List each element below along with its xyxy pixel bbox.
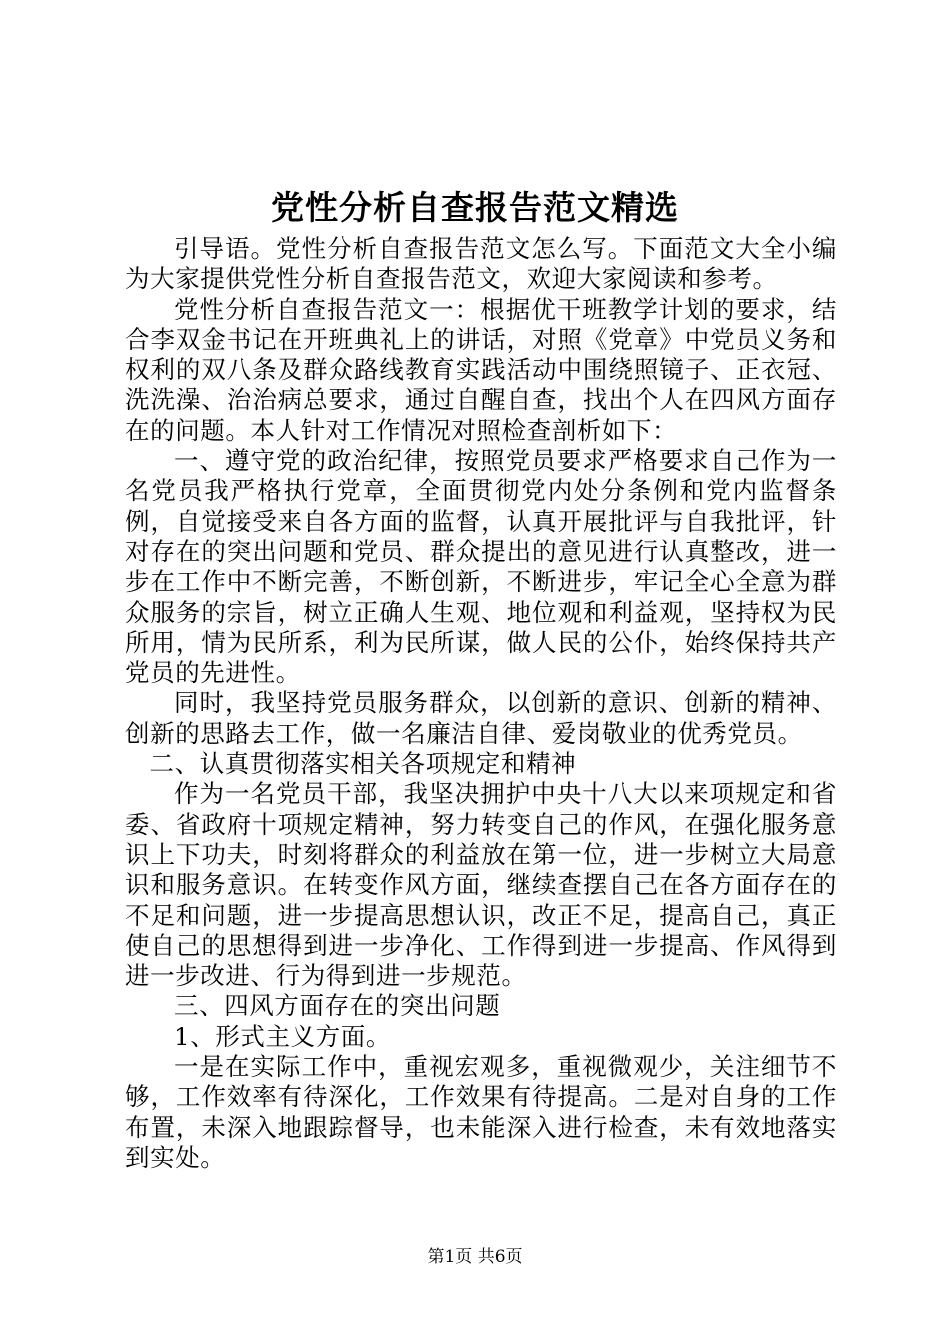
subsection-one-paragraph: 一是在实际工作中，重视宏观多，重视微观少，关注细节不够，工作效率有待深化，工作效果有待提高。二是对自身的工作布置，未深入地跟踪督导，也未能深入进行检查，未有效地落实到实处。: [125, 1052, 837, 1172]
document-title: 党性分析自查报告范文精选: [271, 188, 679, 227]
sample-one-paragraph: 党性分析自查报告范文一：根据优干班教学计划的要求，结合李双金书记在开班典礼上的讲话，对照《党章》中党员义务和权利的双八条及群众路线教育实践活动中围绕照镜子、正衣冠、洗洗澡、治治病总要求，通过自醒自查，找出个人在四风方面存在的问题。本人针对工作情况对照检查剖析如下：: [125, 294, 837, 445]
section-one-followup-paragraph: 同时，我坚持党员服务群众，以创新的意识、创新的精神、创新的思路去工作，做一名廉洁自律、爱岗敬业的优秀党员。: [125, 688, 837, 748]
page-number-footer: 第1页 共6页: [427, 1247, 523, 1267]
section-two-heading: 二、认真贯彻落实相关各项规定和精神: [149, 749, 577, 779]
section-one-paragraph: 一、遵守党的政治纪律，按照党员要求严格要求自己作为一名党员我严格执行党章，全面贯彻党内处分条例和党内监督条例，自觉接受来自各方面的监督，认真开展批评与自我批评，针对存在的突出问题和党员、群众提出的意见进行认真整改，进一步在工作中不断完善，不断创新，不断进步，牢记全心全意为群众服务的宗旨，树立正确人生观、地位观和利益观，坚持权为民所用，情为民所系，利为民所谋，做人民的公仆，始终保持共产党员的先进性。: [125, 446, 837, 688]
subsection-one-heading: 1、形式主义方面。: [174, 1021, 391, 1051]
section-two-paragraph: 作为一名党员干部，我坚决拥护中央十八大以来项规定和省委、省政府十项规定精神，努力转变自己的作风，在强化服务意识上下功夫，时刻将群众的利益放在第一位，进一步树立大局意识和服务意识。在转变作风方面，继续查摆自己在各方面存在的不足和问题，进一步提高思想认识，改正不足，提高自己，真正使自己的思想得到进一步净化、工作得到进一步提高、作风得到进一步改进、行为得到进一步规范。: [125, 779, 837, 991]
section-three-heading: 三、四风方面存在的突出问题: [174, 991, 501, 1021]
document-body: [125, 234, 837, 1173]
intro-paragraph: 引导语。党性分析自查报告范文怎么写。下面范文大全小编为大家提供党性分析自查报告范文，欢迎大家阅读和参考。: [125, 234, 837, 294]
